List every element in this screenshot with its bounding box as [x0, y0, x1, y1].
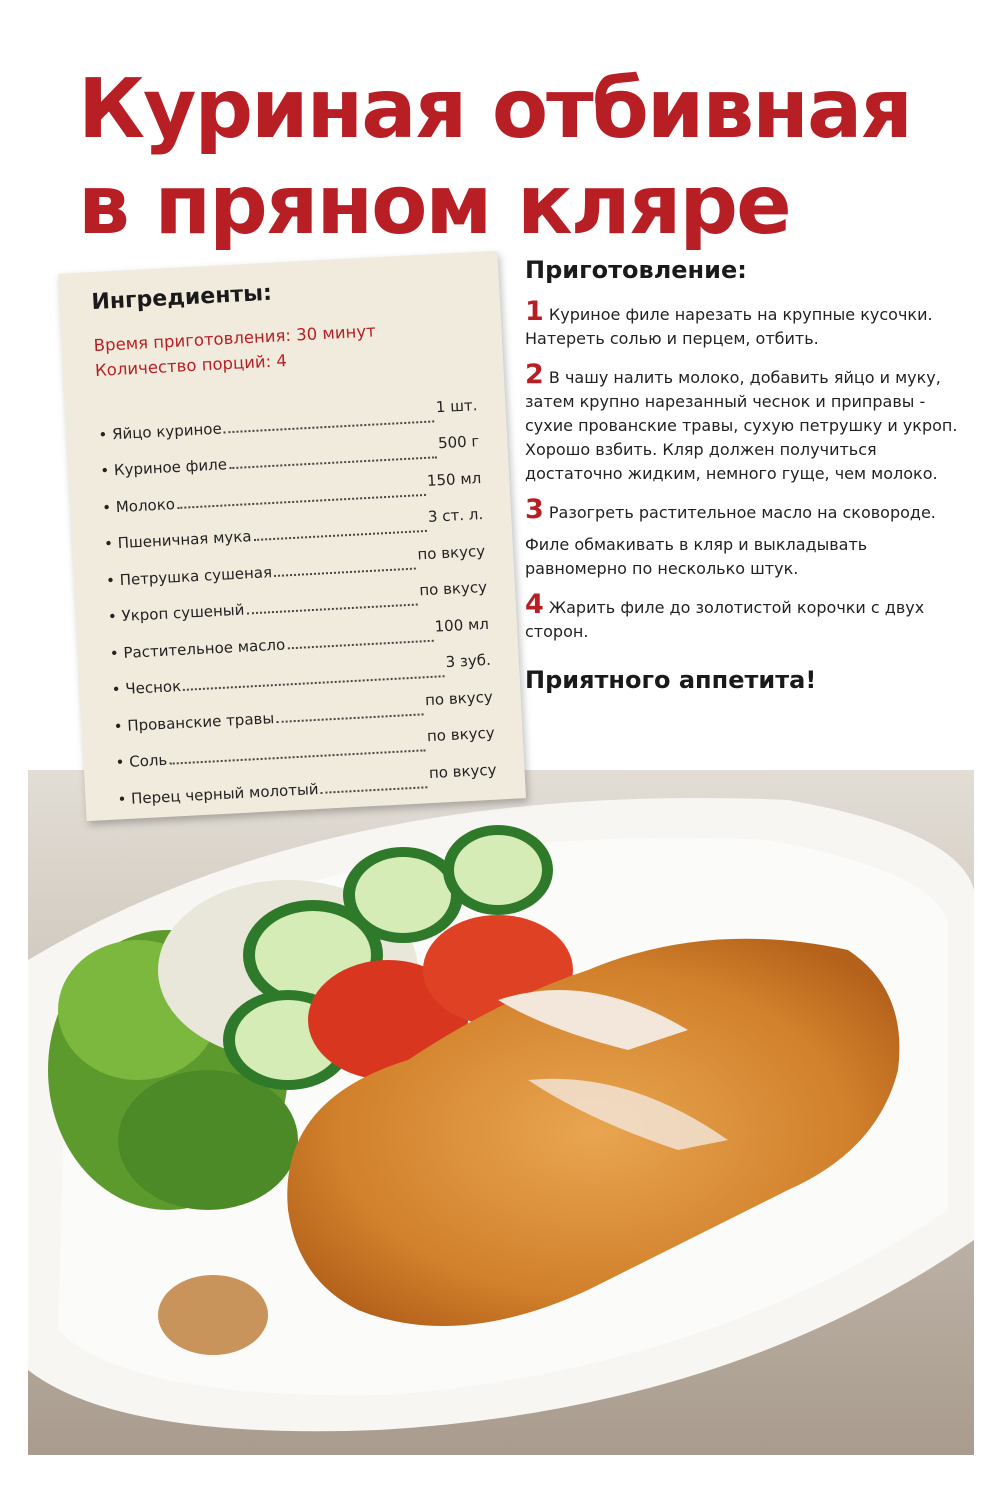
ingredient-name: • Молоко — [102, 495, 176, 517]
step-4 — [525, 589, 965, 644]
ingredients-heading: Ингредиенты: — [90, 280, 273, 316]
preparation-section — [525, 256, 965, 694]
cooking-time: Время приготовления: 30 минут — [93, 321, 377, 356]
step-number: 1 — [525, 296, 544, 327]
ingredient-quantity: 100 мл — [434, 614, 490, 636]
ingredient-name: • Яйцо куриное — [98, 419, 222, 443]
leader-dots — [321, 785, 428, 794]
ingredients-list — [97, 387, 497, 808]
servings-count: Количество порций: 4 — [94, 351, 288, 381]
ingredient-quantity: 3 ст. л. — [427, 504, 484, 526]
ingredient-quantity: 500 г — [437, 432, 480, 453]
ingredient-name: • Соль — [115, 751, 168, 772]
ingredient-quantity: по вкусу — [418, 577, 488, 600]
recipe-title — [78, 62, 958, 254]
ingredient-name: • Чеснок — [111, 677, 181, 699]
step-number: 4 — [525, 589, 544, 620]
step-3-note: Филе обмакивать в кляр и выкладывать равномерно по несколько штук. — [525, 535, 868, 578]
ingredient-name: • Петрушка сушеная — [106, 563, 273, 590]
ingredient-quantity: 3 зуб. — [445, 650, 492, 672]
dish-photo — [28, 770, 974, 1455]
ingredient-name: • Прованские травы — [113, 709, 274, 735]
ingredient-quantity: по вкусу — [416, 541, 486, 563]
step-text: Куриное филе нарезать на крупные кусочки. Натереть солью и перцем, отбить. — [525, 305, 933, 348]
recipe-title-line-2: в пряном кляре — [78, 158, 790, 253]
ingredient-quantity: 150 мл — [426, 468, 482, 490]
step-2 — [525, 359, 965, 486]
step-text: Жарить филе до золотистой корочки с двух сторон. — [525, 598, 925, 641]
ingredients-card — [58, 251, 526, 821]
step-1 — [525, 296, 965, 351]
step-3 — [525, 494, 965, 525]
preparation-heading: Приготовление: — [525, 256, 747, 284]
ingredient-name: • Укроп сушеный — [108, 601, 245, 626]
step-number: 2 — [525, 359, 544, 390]
step-number: 3 — [525, 494, 544, 525]
ingredient-name: • Перец черный молотый — [117, 779, 319, 808]
ingredient-name: • Растительное масло — [109, 635, 285, 662]
step-text: Разогреть растительное масло на сковороде. — [548, 503, 936, 522]
step-text: В чашу налить молоко, добавить яйцо и муку, затем крупно нарезанный чеснок и приправы - сухие прованские травы, сухую петрушку и укроп. Хорошо взбить. Кляр должен получиться достаточно жидким, немного гуще, чем молоко. — [525, 368, 958, 483]
ingredient-quantity: по вкусу — [426, 723, 496, 746]
ingredient-quantity: по вкусу — [428, 760, 497, 782]
recipe-title-line-1: Куриная отбивная — [78, 62, 911, 157]
ingredient-quantity: 1 шт. — [435, 395, 478, 416]
closing-text: Приятного аппетита! — [525, 666, 817, 694]
ingredient-name: • Куриное филе — [100, 455, 228, 480]
ingredient-quantity: по вкусу — [424, 687, 494, 709]
ingredient-name: • Пшеничная мука — [104, 527, 252, 553]
